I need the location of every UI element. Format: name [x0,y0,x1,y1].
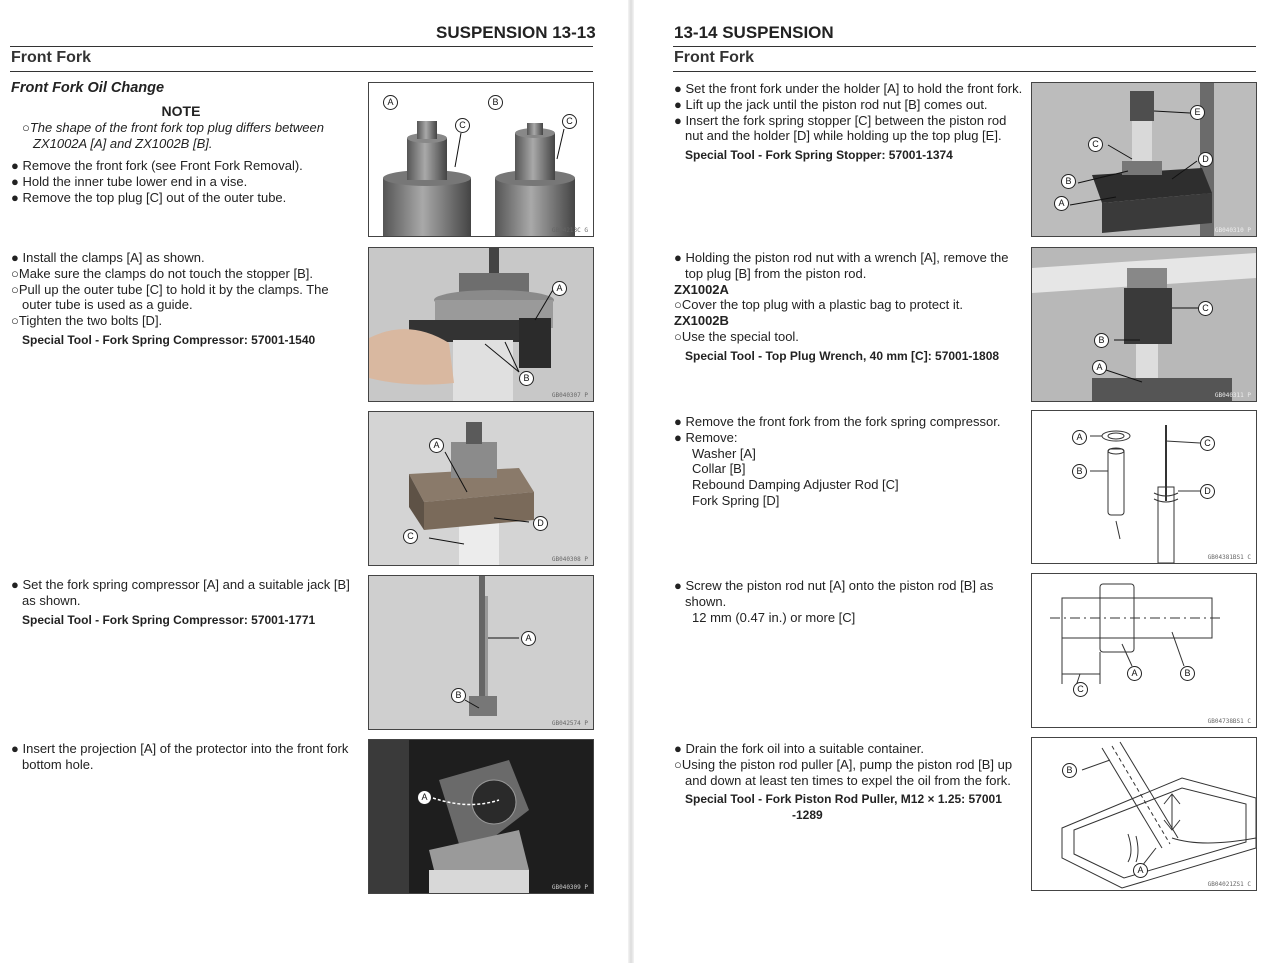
top-plug-illustration [369,83,593,236]
header-rule [10,46,593,47]
figure-code: GB04381BS1 C [1207,554,1251,561]
callout-a: A [417,790,432,805]
section-title: Front Fork [11,49,91,66]
figure-code: GB04738BS1 C [1207,718,1251,725]
figure-top-plugs [368,82,594,237]
callout-b: B [451,688,466,703]
list-item: ● Drain the fork oil into a suitable container. [674,741,924,756]
subsection-title: Front Fork Oil Change [11,80,165,96]
callout-b: B [1061,174,1076,189]
list-item: ● Remove the front fork from the fork spring compressor. [674,414,1001,429]
figure-code: GB040308 P [551,556,588,563]
instruction-block-1 [11,158,356,205]
special-tool: Special Tool - Fork Spring Compressor: 57001-1771 [22,612,316,627]
callout-a: A [552,281,567,296]
left-page [0,0,630,963]
callout-a: A [383,95,398,110]
callout-b: B [1094,333,1109,348]
instruction-block-4 [11,741,356,773]
top-plug-wrench-photo [1032,248,1256,401]
callout-a: A [521,631,536,646]
figure-code: GB04213C G [551,227,588,234]
protector-photo [369,740,593,893]
sub-item: ○Cover the top plug with a plastic bag to protect it. [674,297,963,313]
list-item-cont: shown. [685,593,727,609]
piston-rod-nut-diagram [1032,574,1256,727]
list-item-cont: bottom hole. [22,756,94,772]
special-tool-cont: -1289 [792,808,823,823]
callout-a: A [1127,666,1142,681]
parts-item: Washer [A] [692,445,756,461]
callout-c: C [1073,682,1088,697]
callout-a: A [1072,430,1087,445]
note-text [22,120,354,152]
list-item-cont: as shown. [22,592,81,608]
figure-clamps [368,247,594,402]
callout-a: A [1092,360,1107,375]
section-rule [673,71,1256,72]
sub-item: ○Make sure the clamps do not touch the stopper [B]. [11,265,313,281]
callout-a: A [429,438,444,453]
sub-item: ○Use the special tool. [674,328,799,344]
section-title: Front Fork [674,49,754,66]
list-item: ● Lift up the jack until the piston rod nut [B] comes out. [674,96,988,112]
sub-item-cont: and down at least ten times to expel the oil from the fork. [685,772,1011,788]
figure-piston-rod-nut [1031,573,1257,728]
figure-bolts [368,411,594,566]
instruction-block-3 [11,577,356,628]
page-header: 13-14 SUSPENSION [674,23,834,42]
parts-item: Collar [B] [692,461,746,477]
callout-c: C [455,118,470,133]
note-line: ○The shape of the front fork top plug differs between [22,120,324,135]
parts-item: Fork Spring [D] [692,492,780,508]
figure-compressor [368,575,594,730]
list-item: ● Set the fork spring compressor [A] and a suitable jack [B] [11,577,350,592]
page-header: SUSPENSION 13-13 [436,23,596,42]
measurement: 12 mm (0.47 in.) or more [C] [692,609,856,625]
callout-b: B [1180,666,1195,681]
model-label: ZX1002A [674,281,729,297]
callout-b: B [488,95,503,110]
list-item: ● Holding the piston rod nut with a wrench [A], remove the [674,250,1009,265]
callout-c: C [1088,137,1103,152]
parts-item: Rebound Damping Adjuster Rod [C] [692,477,899,493]
figure-top-plug-wrench [1031,247,1257,402]
special-tool: Special Tool - Top Plug Wrench, 40 mm [C]: 57001-1808 [685,348,1000,363]
list-item-cont: top plug [B] from the piston rod. [685,265,867,281]
figure-protector [368,739,594,894]
figure-code: GB040311 P [1214,392,1251,399]
callout-c: C [1200,436,1215,451]
sub-bullet: ○ [22,120,30,135]
sub-item-cont: outer tube is used as a guide. [22,297,193,313]
special-tool: Special Tool - Fork Spring Compressor: 57001-1540 [22,332,316,347]
list-item-cont: nut and the holder [D] while holding up the top plug [E]. [685,128,1002,144]
figure-code: GB040310 P [1214,227,1251,234]
instruction-block-2 [674,250,1024,365]
clamps-photo [369,248,593,401]
list-item: ● Remove the top plug [C] out of the outer tube. [11,189,287,205]
callout-d: D [1200,484,1215,499]
callout-c: C [403,529,418,544]
callout-b: B [1072,464,1087,479]
instruction-block-5 [674,741,1024,824]
special-tool: Special Tool - Fork Piston Rod Puller, M12 × 1.25: 57001 [685,792,1002,807]
instruction-block-3 [674,414,1024,509]
figure-drain-oil [1031,737,1257,891]
note-heading: NOTE [161,103,201,119]
figure-code: GB042574 P [551,720,588,727]
callout-c: C [1198,301,1213,316]
list-item: ● Remove: [674,429,738,445]
instruction-block-1 [674,81,1024,164]
model-label: ZX1002B [674,313,729,329]
list-item: ● Set the front fork under the holder [A] to hold the front fork. [674,81,1023,96]
instruction-block-4 [674,578,1024,625]
right-page [634,0,1280,963]
callout-d: D [533,516,548,531]
instruction-block-2 [11,250,356,349]
list-item: ● Screw the piston rod nut [A] onto the piston rod [B] as [674,578,994,593]
callout-a: A [1054,196,1069,211]
list-item: ● Insert the fork spring stopper [C] between the piston rod [674,112,1007,128]
callout-b: B [1062,763,1077,778]
sub-item: ○Tighten the two bolts [D]. [11,313,163,329]
bolts-photo [369,412,593,565]
figure-spring-stopper [1031,82,1257,237]
note-line: ZX1002A [A] and ZX1002B [B]. [33,135,213,151]
figure-parts-removed [1031,410,1257,564]
callout-a: A [1133,863,1148,878]
spring-stopper-photo [1032,83,1256,236]
parts-removed-diagram [1032,411,1256,563]
callout-d: D [1198,152,1213,167]
callout-c: C [562,114,577,129]
header-rule [673,46,1256,47]
section-rule [10,71,593,72]
special-tool: Special Tool - Fork Spring Stopper: 57001-1374 [685,148,953,163]
figure-code: GB04021ZS1 C [1207,881,1251,888]
sub-item: ○Pull up the outer tube [C] to hold it by the clamps. The [11,281,329,297]
list-item: ● Hold the inner tube lower end in a vise. [11,173,248,189]
figure-code: GB040309 P [551,884,588,891]
list-item: ● Insert the projection [A] of the protector into the front fork [11,741,349,756]
figure-code: GB040307 P [551,392,588,399]
callout-b: B [519,371,534,386]
list-item: ● Remove the front fork (see Front Fork Removal). [11,158,303,173]
compressor-photo [369,576,593,729]
list-item: ● Install the clamps [A] as shown. [11,250,205,265]
sub-item: ○Using the piston rod puller [A], pump the piston rod [B] up [674,756,1013,772]
callout-e: E [1190,105,1205,120]
